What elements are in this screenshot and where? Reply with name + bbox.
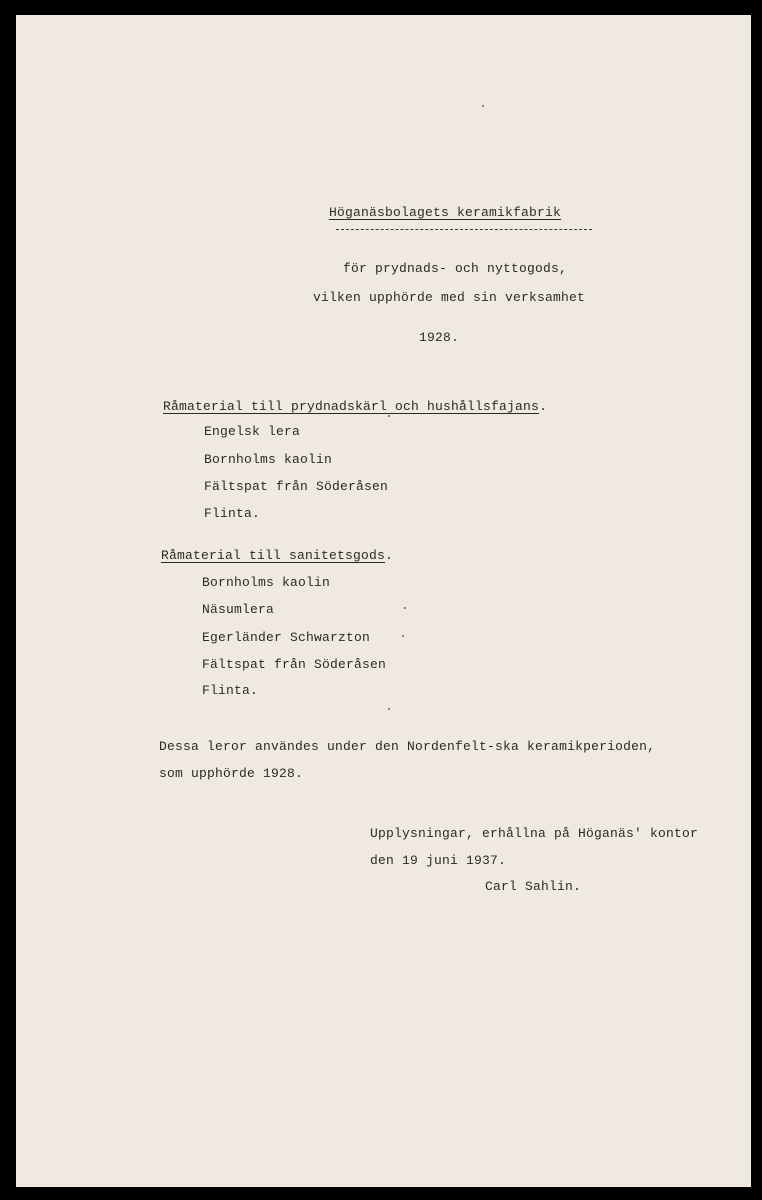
paper-speck (388, 708, 390, 710)
section2-item: Flinta. (202, 683, 259, 698)
footer-line-2: den 19 juni 1937. (370, 853, 507, 868)
subtitle-line-1: för prydnads- och nyttogods, (343, 261, 568, 276)
section2-title: Råmaterial till sanitetsgods (161, 548, 386, 563)
section1-item: Flinta. (204, 506, 261, 521)
paper-speck (402, 635, 404, 637)
section2-title-suffix: . (385, 548, 394, 563)
paper-speck (404, 607, 406, 609)
paper-speck (388, 415, 390, 417)
section2-item: Fältspat från Söderåsen (202, 657, 387, 672)
signature: Carl Sahlin. (485, 879, 582, 894)
section2-item: Bornholms kaolin (202, 575, 331, 590)
section1-title-suffix: . (539, 399, 548, 414)
subtitle-line-2: vilken upphörde med sin verksamhet (313, 290, 586, 305)
section1-item: Engelsk lera (204, 424, 301, 439)
year: 1928. (419, 330, 460, 345)
section1-item: Bornholms kaolin (204, 452, 333, 467)
footer-line-1: Upplysningar, erhållna på Höganäs' kontor (370, 826, 699, 841)
section2-item: Egerländer Schwarzton (202, 630, 371, 645)
paper-speck (482, 105, 484, 107)
paragraph-line-1: Dessa leror användes under den Nordenfelt-ska keramikperioden, (159, 739, 656, 754)
document-page (16, 15, 751, 1187)
section1-title: Råmaterial till prydnadskärl och hushållsfajans (163, 399, 540, 414)
heading-dashed-rule (336, 229, 592, 230)
section2-heading (161, 548, 393, 563)
section2-item: Näsumlera (202, 602, 275, 617)
paragraph-line-2: som upphörde 1928. (159, 766, 304, 781)
document-heading: Höganäsbolagets keramikfabrik (329, 205, 562, 220)
section1-heading (163, 399, 547, 414)
section1-item: Fältspat från Söderåsen (204, 479, 389, 494)
